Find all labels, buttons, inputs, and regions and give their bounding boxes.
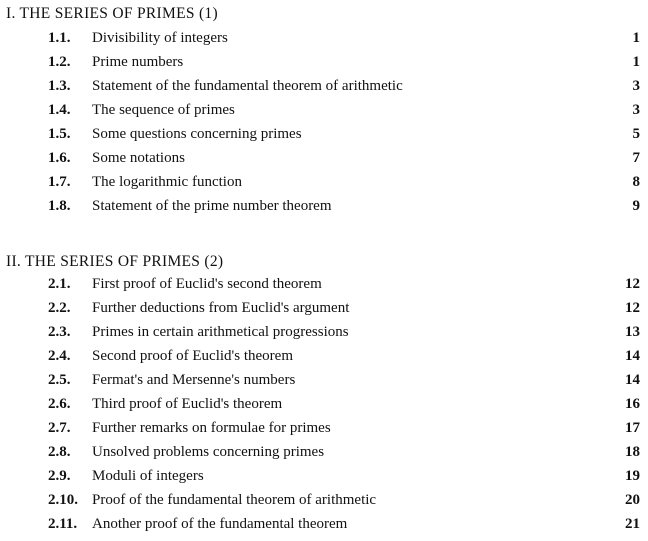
- section-number: 2.8.: [48, 444, 71, 460]
- page-number: 3: [632, 78, 640, 94]
- toc-entry[interactable]: [0, 394, 648, 414]
- section-number: 1.7.: [48, 174, 71, 190]
- section-title: First proof of Euclid's second theorem: [92, 276, 322, 292]
- toc-entry[interactable]: [0, 298, 648, 318]
- section-number: 2.6.: [48, 396, 71, 412]
- page-number: 5: [632, 126, 640, 142]
- section-title: Further deductions from Euclid's argument: [92, 300, 350, 316]
- toc-entry[interactable]: [0, 148, 648, 168]
- section-title: Statement of the fundamental theorem of arithmetic: [92, 78, 403, 94]
- page-number: 12: [625, 300, 640, 316]
- chapter-title: II. THE SERIES OF PRIMES (2): [6, 253, 224, 270]
- section-title: Moduli of integers: [92, 468, 204, 484]
- page-number: 20: [625, 492, 640, 508]
- page-number: 18: [625, 444, 640, 460]
- section-number: 1.8.: [48, 198, 71, 214]
- toc-entry[interactable]: [0, 322, 648, 342]
- page-number: 16: [625, 396, 640, 412]
- page-number: 8: [632, 174, 640, 190]
- section-title: Second proof of Euclid's theorem: [92, 348, 293, 364]
- chapter-title: I. THE SERIES OF PRIMES (1): [6, 5, 218, 22]
- section-number: 2.11.: [48, 516, 78, 532]
- toc-entry[interactable]: [0, 100, 648, 120]
- section-number: 2.4.: [48, 348, 71, 364]
- section-title: Further remarks on formulae for primes: [92, 420, 331, 436]
- section-number: 2.10.: [48, 492, 78, 508]
- section-number: 1.1.: [48, 30, 71, 46]
- page-number: 13: [625, 324, 640, 340]
- page-number: 21: [625, 516, 640, 532]
- section-number: 2.9.: [48, 468, 71, 484]
- toc-entry[interactable]: [0, 466, 648, 486]
- section-title: Some questions concerning primes: [92, 126, 302, 142]
- section-title: Fermat's and Mersenne's numbers: [92, 372, 296, 388]
- toc-entry[interactable]: [0, 274, 648, 294]
- section-number: 1.6.: [48, 150, 71, 166]
- section-number: 2.1.: [48, 276, 71, 292]
- page-number: 14: [625, 372, 640, 388]
- toc-entry[interactable]: [0, 490, 648, 510]
- section-title: Prime numbers: [92, 54, 184, 70]
- toc-entry[interactable]: [0, 196, 648, 216]
- section-title: Another proof of the fundamental theorem: [92, 516, 348, 532]
- section-number: 1.5.: [48, 126, 71, 142]
- section-title: Unsolved problems concerning primes: [92, 444, 325, 460]
- page-number: 1: [632, 30, 640, 46]
- page-number: 12: [625, 276, 640, 292]
- toc-entry[interactable]: [0, 28, 648, 48]
- toc-entry[interactable]: [0, 514, 648, 534]
- toc-entry[interactable]: [0, 52, 648, 72]
- toc-entry[interactable]: [0, 418, 648, 438]
- section-title: Primes in certain arithmetical progressions: [92, 324, 349, 340]
- toc-entry[interactable]: [0, 442, 648, 462]
- section-title: Third proof of Euclid's theorem: [92, 396, 283, 412]
- section-title: Statement of the prime number theorem: [92, 198, 332, 214]
- toc-entry[interactable]: [0, 76, 648, 96]
- page-number: 1: [632, 54, 640, 70]
- toc-entry[interactable]: [0, 124, 648, 144]
- page-number: 3: [632, 102, 640, 118]
- section-number: 1.3.: [48, 78, 71, 94]
- section-title: Some notations: [92, 150, 185, 166]
- section-title: The logarithmic function: [92, 174, 242, 190]
- section-number: 1.4.: [48, 102, 71, 118]
- toc-entry[interactable]: [0, 346, 648, 366]
- toc-entry[interactable]: [0, 172, 648, 192]
- section-title: Proof of the fundamental theorem of arithmetic: [92, 492, 377, 508]
- section-number: 2.7.: [48, 420, 71, 436]
- page-number: 19: [625, 468, 640, 484]
- page-number: 17: [625, 420, 640, 436]
- page-number: 9: [632, 198, 640, 214]
- section-title: The sequence of primes: [92, 102, 235, 118]
- toc-entry[interactable]: [0, 370, 648, 390]
- section-number: 1.2.: [48, 54, 71, 70]
- section-title: Divisibility of integers: [92, 30, 228, 46]
- section-number: 2.5.: [48, 372, 71, 388]
- section-number: 2.3.: [48, 324, 71, 340]
- page-number: 14: [625, 348, 640, 364]
- section-number: 2.2.: [48, 300, 71, 316]
- page-number: 7: [632, 150, 640, 166]
